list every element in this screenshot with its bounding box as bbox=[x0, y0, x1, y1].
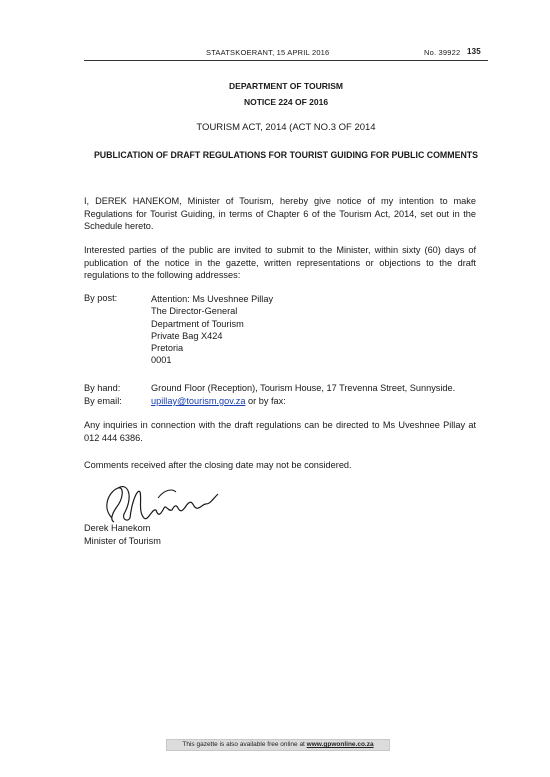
fax-text: or by fax: bbox=[245, 396, 286, 406]
email-link[interactable]: upillay@tourism.gov.za bbox=[151, 396, 246, 406]
address-line: Attention: Ms Uveshnee Pillay bbox=[151, 294, 274, 304]
address-line: Department of Tourism bbox=[151, 318, 244, 329]
footer-link[interactable]: www.gpwonline.co.za bbox=[306, 741, 374, 748]
address-line: Pretoria bbox=[151, 343, 184, 354]
inquiries-paragraph: Any inquiries in connection with the draft regulations can be directed to Ms Uveshnee Pillay at 012 444 6386. bbox=[84, 420, 476, 443]
address-line: 0001 bbox=[151, 355, 172, 366]
publication-title: PUBLICATION OF DRAFT REGULATIONS FOR TOURIST GUIDING FOR PUBLIC COMMENTS bbox=[93, 150, 479, 160]
postal-address bbox=[151, 293, 273, 367]
address-line: The Director-General bbox=[151, 306, 238, 317]
footer-banner bbox=[166, 739, 390, 751]
by-hand-label: By hand: bbox=[84, 383, 121, 393]
footer-text: This gazette is also available free online at bbox=[182, 741, 307, 748]
address-line: Private Bag X424 bbox=[151, 330, 223, 341]
gazette-title: STAATSKOERANT, 15 APRIL 2016 bbox=[206, 48, 330, 57]
intro-paragraph: I, DEREK HANEKOM, Minister of Tourism, hereby give notice of my intention to make Regulations for Tourist Guiding, in terms of Chapter 6 of the Tourism Act, 2014, set out in the Schedule hereto. bbox=[84, 196, 476, 231]
hand-delivery-address: Ground Floor (Reception), Tourism House, 17 Trevenna Street, Sunnyside. bbox=[151, 383, 456, 393]
page-number: 135 bbox=[467, 47, 481, 56]
signatory-title: Minister of Tourism bbox=[84, 535, 161, 546]
email-contact bbox=[151, 396, 286, 406]
signatory-block bbox=[84, 522, 161, 547]
invitation-paragraph: Interested parties of the public are invited to submit to the Minister, within sixty (60) days of publication of the notice in the gazette, written representations or objections to the draft regulations to the following addresses: bbox=[84, 245, 476, 280]
closing-paragraph: Comments received after the closing date may not be considered. bbox=[84, 460, 352, 470]
signatory-name: Derek Hanekom bbox=[84, 523, 151, 533]
department-heading: DEPARTMENT OF TOURISM bbox=[229, 81, 343, 91]
notice-heading: NOTICE 224 OF 2016 bbox=[243, 97, 329, 107]
gazette-number: No. 39922 bbox=[424, 48, 461, 57]
by-email-label: By email: bbox=[84, 396, 122, 406]
act-heading: TOURISM ACT, 2014 (ACT NO.3 OF 2014 bbox=[196, 122, 376, 133]
by-post-label: By post: bbox=[84, 293, 118, 303]
gazette-header bbox=[84, 46, 488, 61]
